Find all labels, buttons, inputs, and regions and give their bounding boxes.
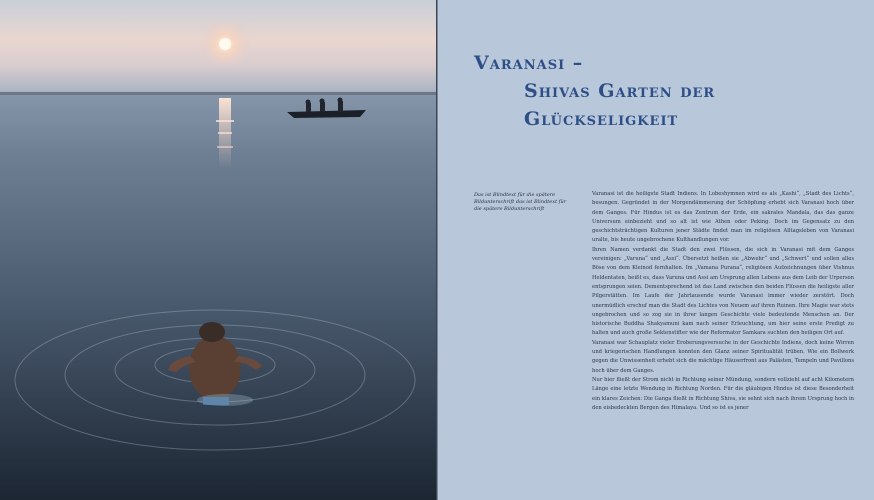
body-text bbox=[592, 190, 854, 413]
chapter-title-line1: Varanasi – bbox=[474, 51, 584, 74]
horizon-line bbox=[0, 92, 436, 95]
ganges-photo bbox=[0, 0, 436, 500]
river-water bbox=[0, 94, 436, 500]
text-page bbox=[438, 0, 874, 500]
sun bbox=[219, 38, 231, 50]
chapter-title bbox=[474, 49, 874, 133]
body-paragraph: Nur hier fließt der Strom nicht in Richtung seiner Mündung, sondern vollzieht auf acht Kilometern Länge eine letzte Wendung in Richtung Norden. Für die gläubigen Hindus ist diese Besonderheit ein klares Zeichen: Die Ganga fließt in Richtung Shiva, sie sehnt sich nach ihrem Ursprung hoch in den eisbedeckten Bergen des Himalaya. Und so ist es jener bbox=[592, 376, 854, 411]
body-paragraph: Varanasi war Schauplatz vieler Eroberungsversuche in der Geschichte Indiens, doch keine Wirren und kriegerischen Handlungen konnten den Glanz seiner Spiritualität trüben. Wie ein Bollwerk gegen die Unwissenheit erhebt sich die mächtige Häuserfront aus Palästen, Tempeln und Pavillons hoch über dem Ganges. bbox=[592, 339, 854, 374]
body-paragraph: Varanasi ist die heiligste Stadt Indiens. In Lobeshymnen wird es als „Kashi“, „Stadt des Lichts“, besungen. Gegründet in der Morgendämmerung der Schöpfung erhebt sich Varanasi hoch über dem Ganges. Für Hindus ist es das Zentrum der Erde, ein sakrales Mandala, das das ganze Universum einbezieht und so alt ist wie Athen oder Peking. Doch im Gegensatz zu den geschichtsträchtigen Kulturen jener Städte findet man im religiösen Alltagsleben von Varanasi uralte, bis heute ungebrochene Kulthandlungen vor. bbox=[592, 191, 854, 244]
photo-caption: Das ist Blindtext für die spätere Bildunterschrift das ist Blindtext für die spätere Bildunterschrift bbox=[474, 192, 567, 212]
photo-page bbox=[0, 0, 436, 500]
chapter-title-line2: Shivas Garten der Glückseligkeit bbox=[524, 79, 716, 130]
body-paragraph: Ihren Namen verdankt die Stadt den zwei Flüssen, die sich in Varanasi mit dem Ganges vereinigen: „Varuna“ und „Assi“. Übersetzt heißen sie „Abwehr“ und „Schwert“ und sollen alles Böse von dem Kleinod fernhalten. Im „Vamana Purana“, religiösen Aufzeichnungen über Vishnus Heldentaten, heißt es, dass Varuna und Assi am Ursprung allen Lebens aus dem Leib der Urperson entsprungen seien. Dementsprechend ist das Land zwischen den beiden Flüssen die heiligste aller Pilgerstätten. Im Laufe der Jahrtausende wurde Varanasi immer wieder zerstört. Doch unermüdlich erschuf man die Stadt des Lichtes von Neuem auf ihren Ruinen. Ihre Magie war stets ungebrochen und so zog sie in ihrer langen Geschichte viele bedeutende Menschen an. Der historische Buddha Shakyamuni kam nach seiner Erleuchtung, um hier seine erste Predigt zu halten und auch große Sektenstifter wie der Reformator Samkara suchten den heiligen Ort auf. bbox=[592, 246, 854, 337]
